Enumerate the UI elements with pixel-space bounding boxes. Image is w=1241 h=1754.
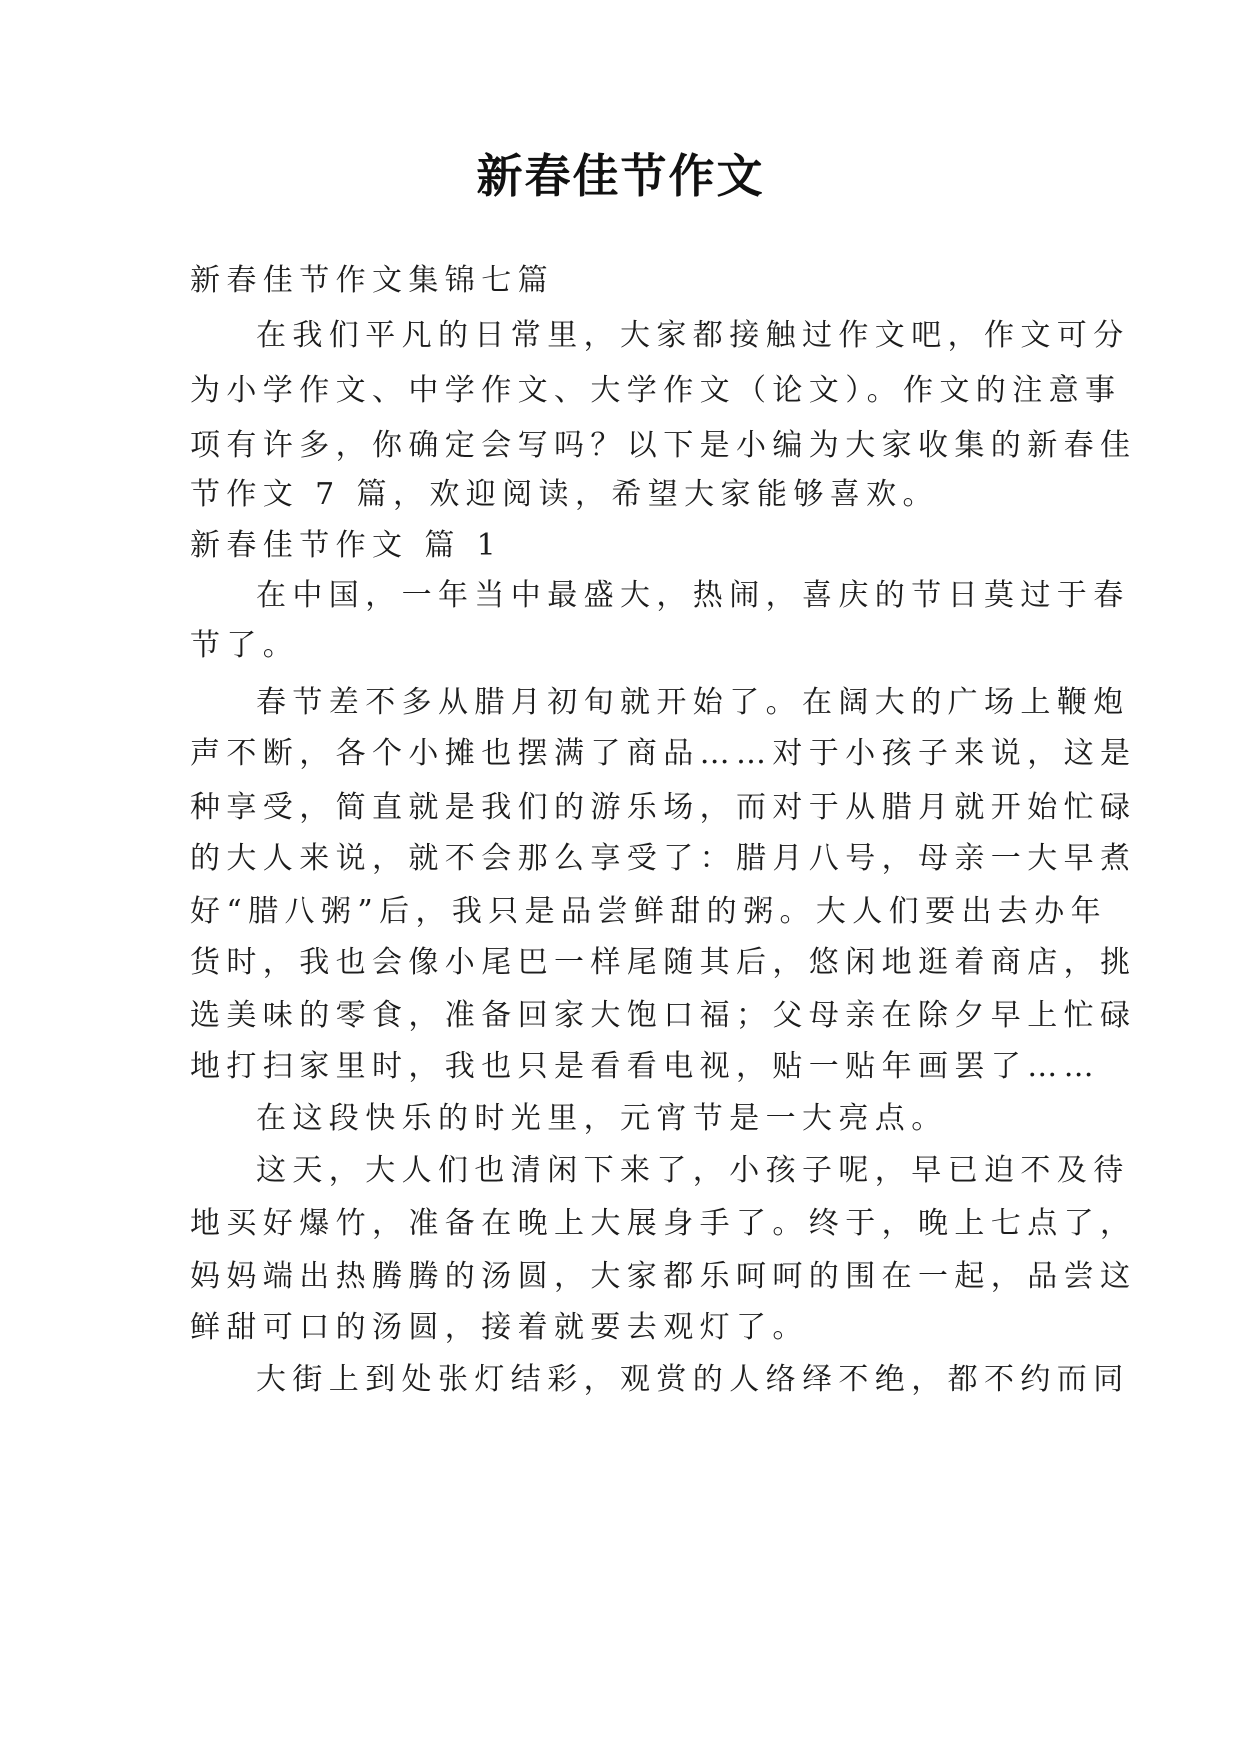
paragraph-line: 大街上到处张灯结彩，观赏的人络绎不绝，都不约而同 xyxy=(256,1362,1130,1397)
paragraph-line: 节了。 xyxy=(190,628,300,663)
paragraph-line: 地买好爆竹，准备在晚上大展身手了。终于，晚上七点了， xyxy=(190,1206,1137,1241)
section-heading: 新春佳节作文 篇 1 xyxy=(190,528,503,563)
paragraph-line: 妈妈端出热腾腾的汤圆，大家都乐呵呵的围在一起，品尝这 xyxy=(190,1259,1137,1294)
paragraph-line: 鲜甜可口的汤圆，接着就要去观灯了。 xyxy=(190,1310,809,1345)
paragraph-line: 项有许多，你确定会写吗？以下是小编为大家收集的新春佳 xyxy=(190,428,1137,463)
paragraph-line: 节作文 7 篇，欢迎阅读，希望大家能够喜欢。 xyxy=(190,477,939,512)
paragraph-line: 春节差不多从腊月初旬就开始了。在阔大的广场上鞭炮 xyxy=(256,685,1130,720)
document-title: 新春佳节作文 xyxy=(476,149,765,203)
paragraph-line: 声不断，各个小摊也摆满了商品……对于小孩子来说，这是 xyxy=(190,736,1137,771)
paragraph-line: 在这段快乐的时光里，元宵节是一大亮点。 xyxy=(256,1101,948,1136)
paragraph-line: 货时，我也会像小尾巴一样尾随其后，悠闲地逛着商店，挑 xyxy=(190,945,1137,980)
paragraph-line: 为小学作文、中学作文、大学作文（论文）。作文的注意事 xyxy=(190,373,1122,408)
paragraph-line: 种享受，简直就是我们的游乐场，而对于从腊月就开始忙碌 xyxy=(190,790,1137,825)
paragraph-line: 这天，大人们也清闲下来了，小孩子呢，早已迫不及待 xyxy=(256,1153,1130,1188)
paragraph-line: 地打扫家里时，我也只是看看电视，贴一贴年画罢了…… xyxy=(190,1049,1100,1084)
paragraph-line: 好“腊八粥”后，我只是品尝鲜甜的粥。大人们要出去办年 xyxy=(190,894,1108,929)
paragraph-line: 选美味的零食，准备回家大饱口福；父母亲在除夕早上忙碌 xyxy=(190,998,1137,1033)
paragraph-line: 在中国，一年当中最盛大，热闹，喜庆的节日莫过于春 xyxy=(256,578,1130,613)
paragraph-line: 的大人来说，就不会那么享受了：腊月八号，母亲一大早煮 xyxy=(190,841,1137,876)
paragraph-line: 在我们平凡的日常里，大家都接触过作文吧，作文可分 xyxy=(256,318,1130,353)
subtitle-line: 新春佳节作文集锦七篇 xyxy=(190,263,554,298)
